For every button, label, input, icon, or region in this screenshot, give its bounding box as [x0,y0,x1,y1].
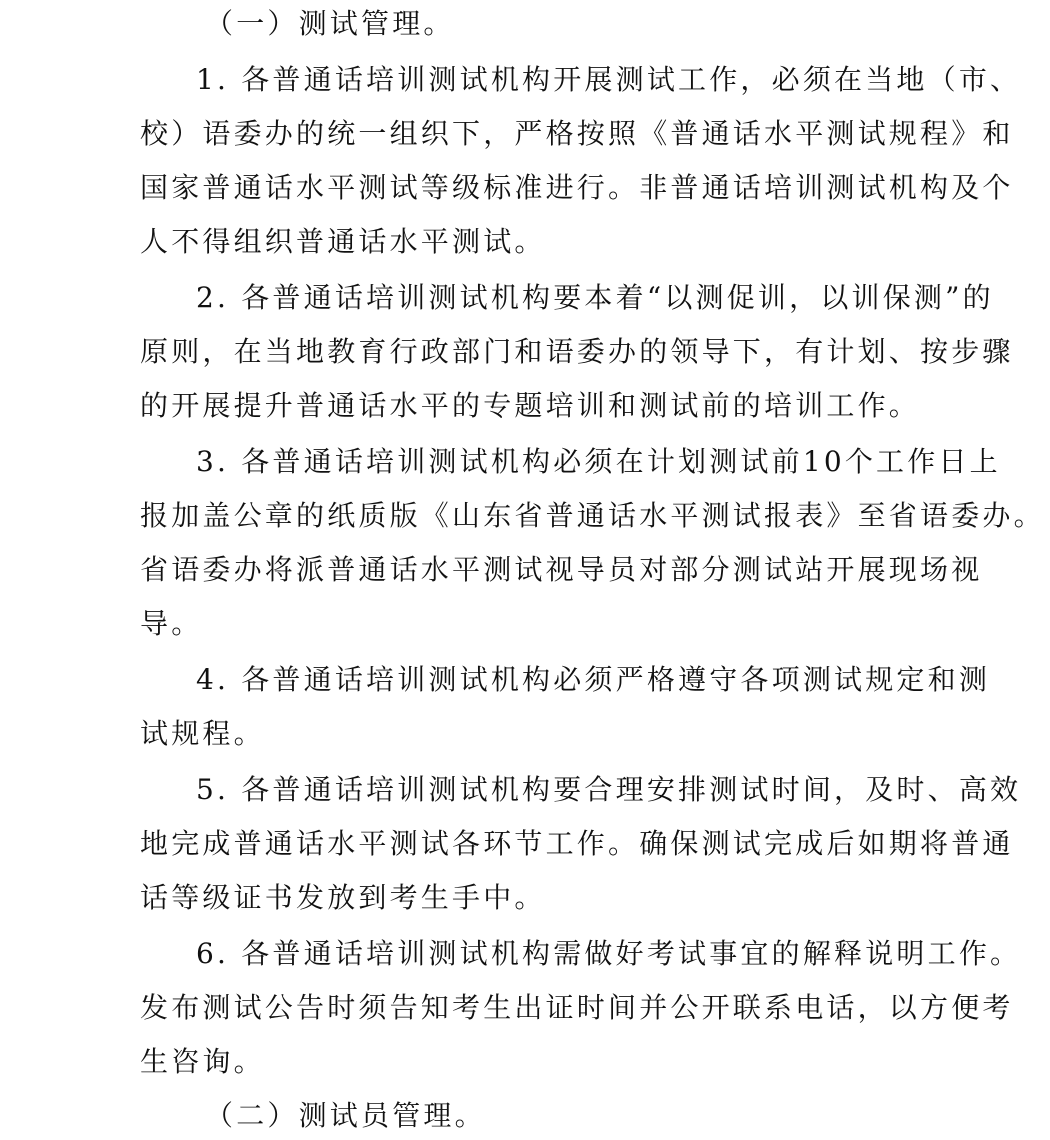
paragraph-line: 2. 各普通话培训测试机构要本着“以测促训，以训保测”的 [196,281,994,314]
paragraph-line: 报加盖公章的纸质版《山东省普通话水平测试报表》至省语委办。 [140,499,1045,532]
paragraph-line: 试规程。 [140,717,265,750]
paragraph-line: 原则，在当地教育行政部门和语委办的领导下，有计划、按步骤 [140,335,1014,368]
paragraph-line: 校）语委办的统一组织下，严格按照《普通话水平测试规程》和 [140,117,1014,150]
paragraph-line: 省语委办将派普通话水平测试视导员对部分测试站开展现场视 [140,553,983,586]
section-heading: （二）测试员管理。 [205,1099,486,1132]
paragraph-line: 导。 [140,607,203,640]
paragraph-line: 人不得组织普通话水平测试。 [140,225,546,258]
paragraph-line: 话等级证书发放到考生手中。 [140,881,546,914]
section-heading: （一）测试管理。 [205,7,455,40]
paragraph-line: 5. 各普通话培训测试机构要合理安排测试时间，及时、高效 [196,773,1022,806]
paragraph-line: 地完成普通话水平测试各环节工作。确保测试完成后如期将普通 [140,827,1014,860]
paragraph-line: 的开展提升普通话水平的专题培训和测试前的培训工作。 [140,389,921,422]
paragraph-line: 1. 各普通话培训测试机构开展测试工作，必须在当地（市、 [196,63,1022,96]
paragraph-line: 3. 各普通话培训测试机构必须在计划测试前10个工作日上 [196,445,1001,478]
paragraph-line: 4. 各普通话培训测试机构必须严格遵守各项测试规定和测 [196,663,991,696]
paragraph-line: 6. 各普通话培训测试机构需做好考试事宜的解释说明工作。 [196,937,1022,970]
paragraph-line: 发布测试公告时须告知考生出证时间并公开联系电话，以方便考 [140,991,1014,1024]
paragraph-line: 国家普通话水平测试等级标准进行。非普通话培训测试机构及个 [140,171,1014,204]
paragraph-line: 生咨询。 [140,1045,265,1078]
